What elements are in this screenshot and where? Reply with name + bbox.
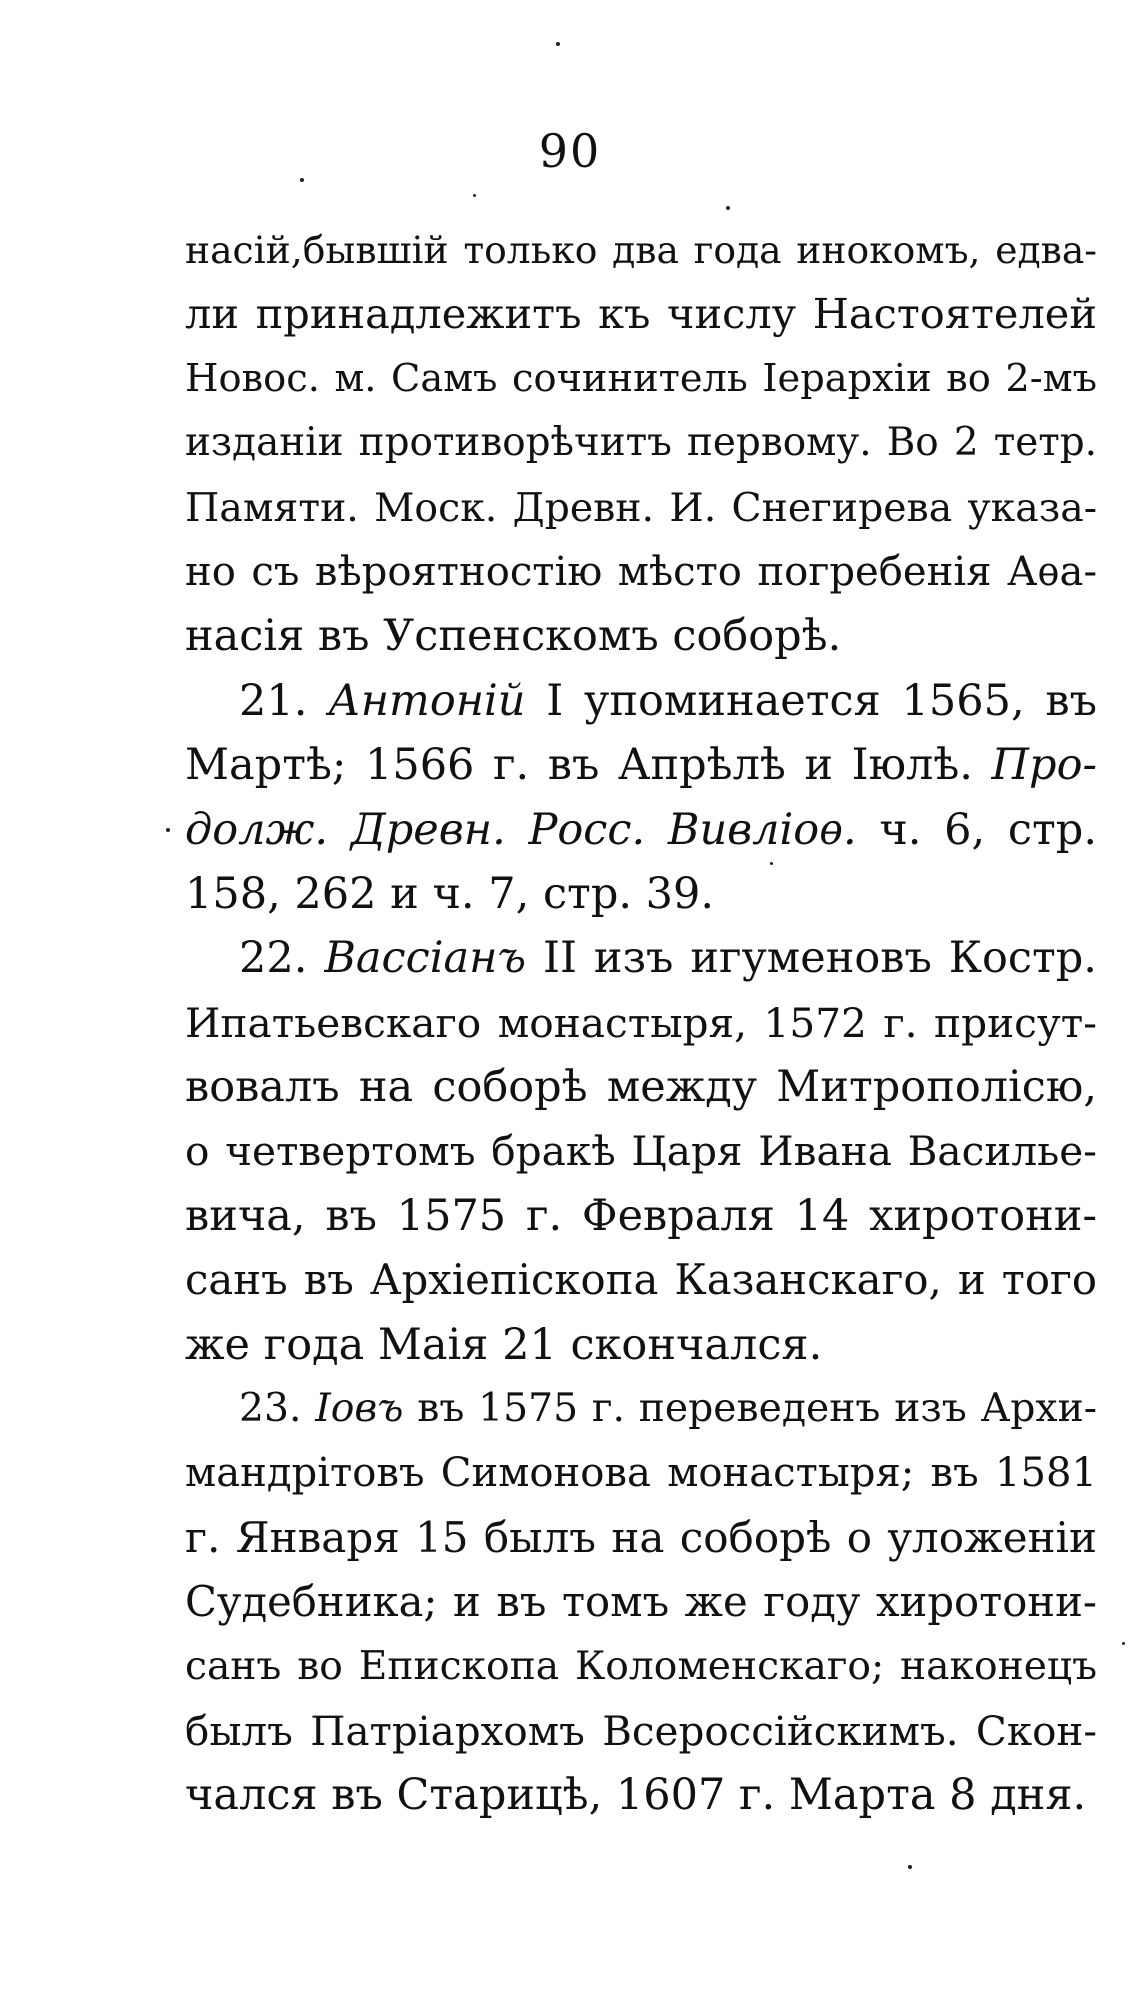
italic-text: Іовъ <box>315 1386 404 1432</box>
text-line <box>185 1248 1097 1312</box>
text-line <box>185 733 1097 797</box>
text-run: вича, въ 1575 г. Февраля 14 хиротони- <box>185 1190 1097 1241</box>
text-line <box>185 1377 1097 1441</box>
italic-text: Про- <box>991 740 1097 791</box>
text-line <box>185 411 1097 475</box>
text-line <box>185 604 1097 668</box>
text-line <box>185 1055 1097 1119</box>
scan-speck <box>770 862 773 865</box>
text-line <box>185 862 1097 926</box>
text-run: Мартѣ; 1566 г. въ Апрѣлѣ и Іюлѣ. <box>185 740 992 791</box>
text-line <box>185 1635 1097 1699</box>
text-run: насія въ Успенскомъ соборѣ. <box>185 611 842 662</box>
text-run: Ипатьевскаго монастыря, 1572 г. присут- <box>185 998 1097 1047</box>
text-line <box>185 1570 1097 1634</box>
text-run: но съ вѣроятностію мѣсто погребенія Аѳа- <box>185 548 1097 595</box>
text-run: изданіи противорѣчитъ первому. Во 2 тетр. <box>185 420 1097 466</box>
scan-speck <box>726 206 730 210</box>
text-run: II изъ игуменовъ Костр. <box>526 933 1097 984</box>
text-run: санъ во Епископа Коломенскаго; наконецъ <box>185 1643 1097 1689</box>
text-run: чался въ Старицѣ, 1607 г. Марта 8 дня. <box>185 1770 1087 1821</box>
text-line <box>185 1441 1097 1505</box>
text-line <box>185 347 1097 411</box>
text-run: о четвертомъ бракѣ Царя Ивана Василье- <box>185 1127 1097 1176</box>
text-run: I упоминается 1565, въ <box>525 675 1097 726</box>
text-run: 23. <box>239 1386 316 1432</box>
text-line <box>185 798 1097 862</box>
text-run: мандрітовъ Симонова монастыря; въ 1581 <box>185 1450 1097 1497</box>
text-run: санъ въ Архіепіскопа Казанскаго, и того <box>185 1255 1097 1305</box>
text-line <box>185 1313 1097 1377</box>
scan-speck <box>166 828 170 832</box>
text-run: въ 1575 г. переведенъ изъ Архи- <box>403 1386 1097 1432</box>
text-run: 158, 262 и ч. 7, стр. 39. <box>185 868 715 919</box>
text-line <box>185 1184 1097 1248</box>
italic-text: Вассіанъ <box>324 933 527 984</box>
text-run: Судебника; и въ томъ же году хиротони- <box>185 1577 1097 1627</box>
text-line <box>185 476 1097 540</box>
scan-speck <box>1122 1642 1125 1645</box>
scan-speck <box>908 1865 912 1869</box>
text-run: 21. <box>239 675 329 726</box>
text-line <box>185 1506 1097 1570</box>
text-line <box>185 991 1097 1055</box>
text-run: вовалъ на соборѣ между Митрополісю, <box>185 1062 1097 1113</box>
text-run: г. Января 15 былъ на соборѣ о уложеніи <box>185 1512 1097 1562</box>
scan-speck <box>300 178 304 182</box>
text-line <box>185 669 1097 733</box>
text-run: ч. 6, стр. <box>856 804 1097 855</box>
text-run: ли принадлежитъ къ числу Настоятелей <box>185 289 1097 339</box>
text-run: былъ Патріархомъ Всероссійскимъ. Скон- <box>185 1706 1097 1755</box>
text-line <box>185 1763 1097 1827</box>
text-run: Памяти. Моск. Древн. И. Снегирева указа- <box>185 484 1097 531</box>
text-line <box>185 1119 1097 1183</box>
text-line <box>185 540 1097 604</box>
text-line <box>185 282 1097 346</box>
scan-speck <box>473 194 476 197</box>
text-run: Новос. м. Самъ сочинитель Іерархіи во 2-мъ <box>185 355 1097 401</box>
text-run: 22. <box>239 933 325 984</box>
page-number: 90 <box>538 124 602 178</box>
text-line <box>185 926 1097 990</box>
text-line <box>185 218 1097 282</box>
text-line <box>185 1699 1097 1763</box>
text-run: же года Маія 21 скончался. <box>185 1319 823 1370</box>
text-run: насій,бывшій только два года инокомъ, едва- <box>185 228 1097 272</box>
scan-speck <box>556 42 560 46</box>
italic-text: Антоній <box>328 675 526 726</box>
body-text <box>185 218 1097 1828</box>
italic-text: долж. Древн. Росс. Вивліоѳ. <box>185 804 857 855</box>
